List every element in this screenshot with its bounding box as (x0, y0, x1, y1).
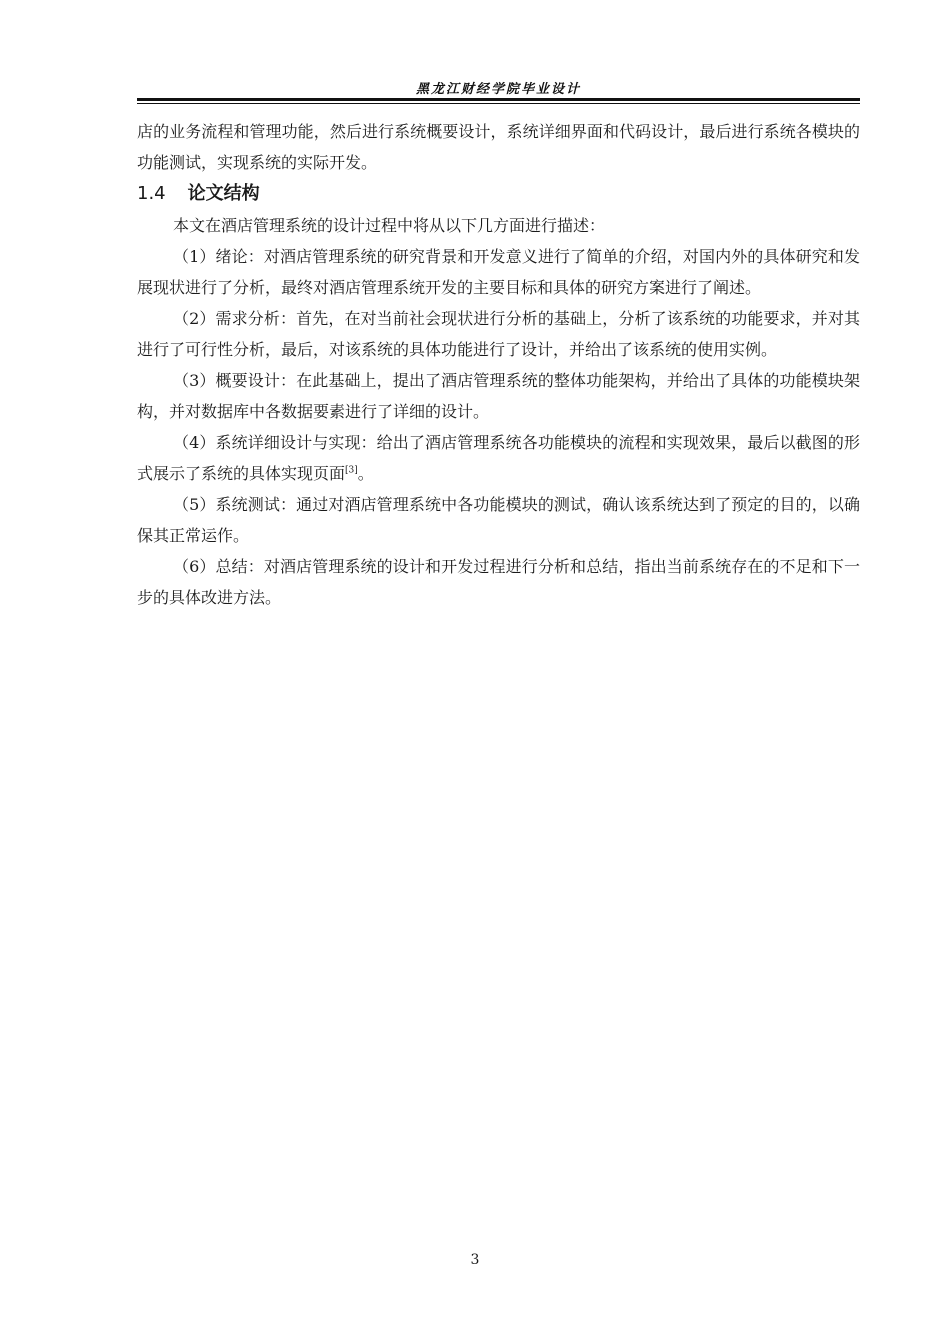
page-header-title: 黑龙江财经学院毕业设计 (415, 82, 581, 97)
list-item-requirements: （2）需求分析：首先，在对当前社会现状进行分析的基础上，分析了该系统的功能要求，并对其进行了可行性分析，最后，对该系统的具体功能进行了设计，并给出了该系统的使用实例。 (137, 309, 860, 359)
intro-paragraph: 本文在酒店管理系统的设计过程中将从以下几方面进行描述： (173, 216, 606, 235)
list-item-testing: （5）系统测试：通过对酒店管理系统中各功能模块的测试，确认该系统达到了预定的目的，以确保其正常运作。 (137, 495, 860, 545)
document-body (137, 116, 860, 613)
section-heading (137, 178, 860, 210)
section-title: 论文结构 (187, 183, 260, 204)
page-number: 3 (470, 1252, 480, 1268)
list-item-detailed-design (137, 427, 860, 489)
citation-marker: [3] (345, 465, 358, 476)
header-rule-thin (137, 103, 860, 104)
list-item-introduction: （1）绪论：对酒店管理系统的研究背景和开发意义进行了简单的介绍，对国内外的具体研究和发展现状进行了分析，最终对酒店管理系统开发的主要目标和具体的研究方案进行了阐述。 (137, 247, 860, 297)
header-rule-thick (137, 98, 860, 101)
continuation-paragraph: 店的业务流程和管理功能，然后进行系统概要设计，系统详细界面和代码设计，最后进行系统各模块的功能测试，实现系统的实际开发。 (137, 122, 860, 172)
section-number: 1.4 (137, 183, 166, 204)
list-item-detailed-design-end: 。 (357, 464, 374, 483)
list-item-overview-design: （3）概要设计：在此基础上，提出了酒店管理系统的整体功能架构，并给出了具体的功能模块架构，并对数据库中各数据要素进行了详细的设计。 (137, 371, 860, 421)
list-item-detailed-design-text: （4）系统详细设计与实现：给出了酒店管理系统各功能模块的流程和实现效果，最后以截图的形式展示了系统的具体实现页面 (137, 433, 860, 483)
list-item-summary: （6）总结：对酒店管理系统的设计和开发过程进行分析和总结，指出当前系统存在的不足和下一步的具体改进方法。 (137, 557, 860, 607)
